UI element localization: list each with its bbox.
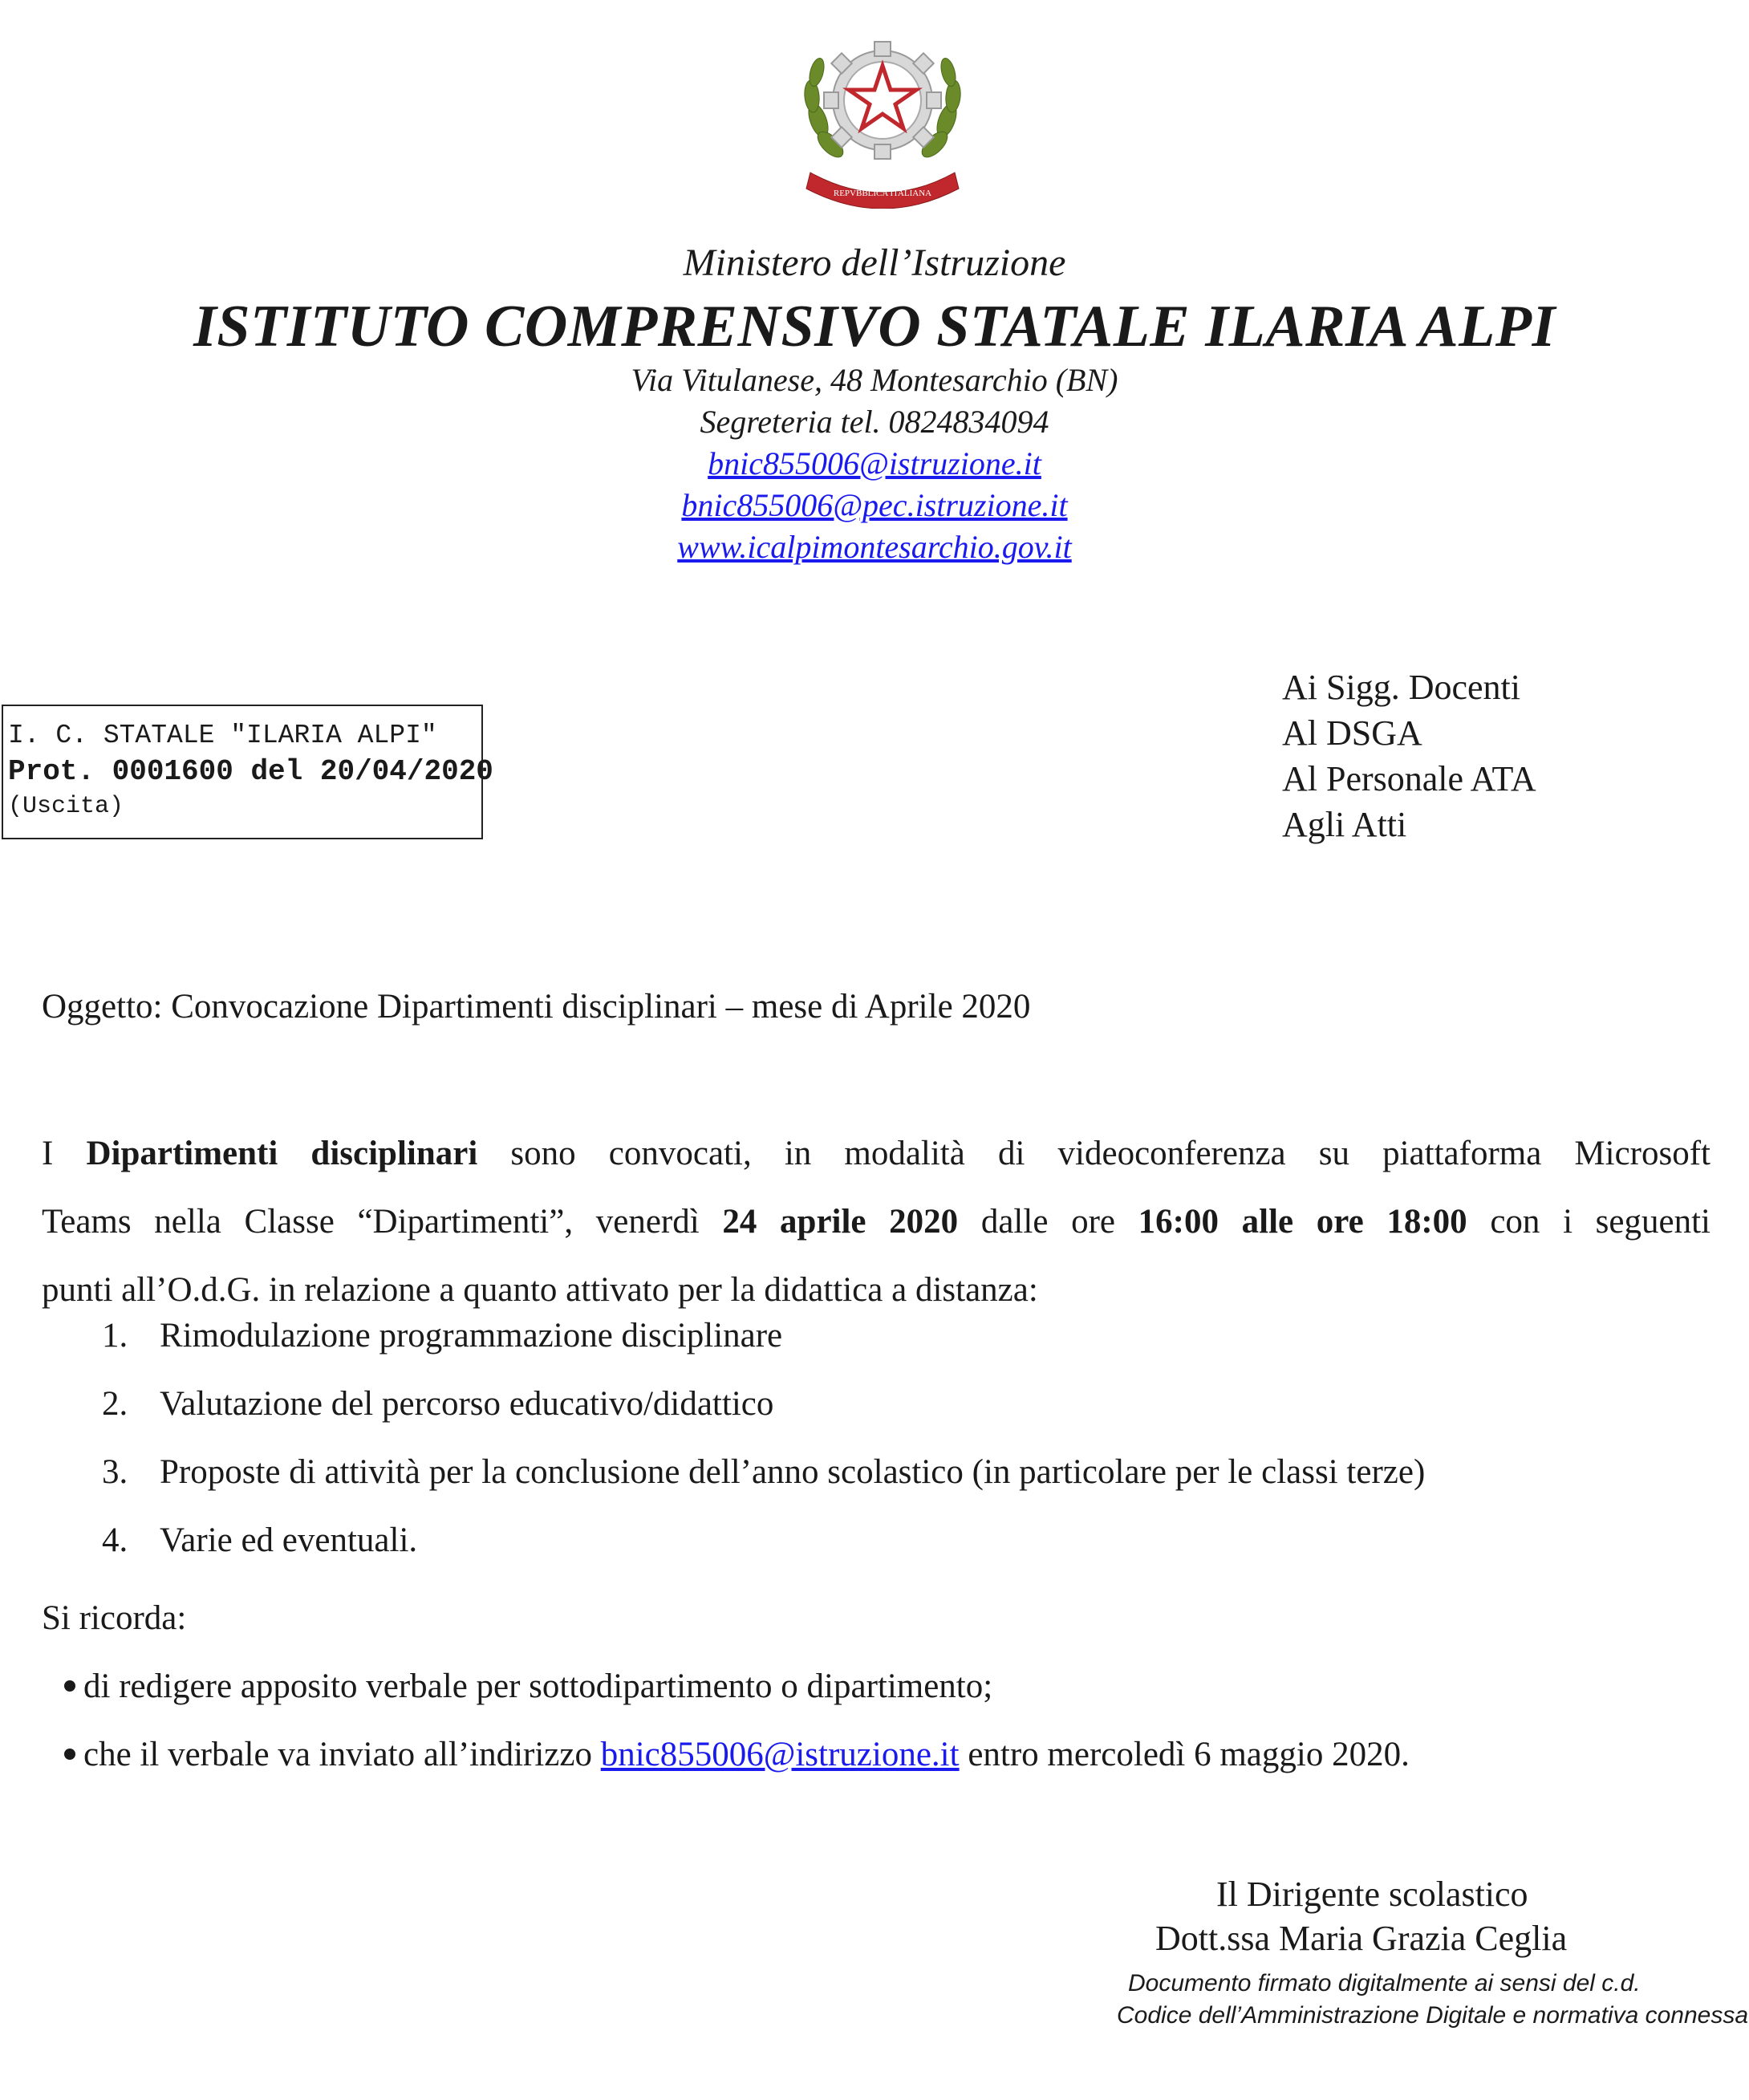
signature-note: Documento firmato digitalmente ai sensi del c.d. xyxy=(1128,1970,1641,1996)
subject-line: Oggetto: Convocazione Dipartimenti disciplinari – mese di Aprile 2020 xyxy=(42,988,1031,1026)
protocol-direction: (Uscita) xyxy=(8,793,124,820)
list-number: 2. xyxy=(102,1385,128,1423)
signature-name: Dott.ssa Maria Grazia Ceglia xyxy=(1155,1919,1568,1958)
bullet-text: entro mercoledì 6 maggio 2020. xyxy=(959,1736,1410,1773)
reminder-heading: Si ricorda: xyxy=(42,1599,187,1637)
bullet-item xyxy=(64,1667,992,1706)
bullet-text: di redigere apposito verbale per sottodipartimento o dipartimento; xyxy=(83,1667,993,1705)
svg-text:REPVBBLICA ITALIANA: REPVBBLICA ITALIANA xyxy=(833,189,932,198)
email-link[interactable]: bnic855006@istruzione.it xyxy=(708,445,1041,481)
list-number: 4. xyxy=(102,1521,128,1559)
recipient: Agli Atti xyxy=(1282,805,1407,844)
email-link[interactable]: bnic855006@istruzione.it xyxy=(600,1736,960,1773)
recipient: Ai Sigg. Docenti xyxy=(1282,668,1520,707)
signature-note: Codice dell’Amministrazione Digitale e normativa connessa xyxy=(1117,2002,1749,2029)
bullet-item xyxy=(64,1735,1410,1774)
website-link[interactable]: www.icalpimontesarchio.gov.it xyxy=(677,529,1072,565)
body-text: dalle ore xyxy=(958,1203,1138,1241)
meeting-date: 24 aprile 2020 xyxy=(722,1203,959,1241)
recipient: Al DSGA xyxy=(1282,713,1422,753)
signature-role: Il Dirigente scolastico xyxy=(1216,1875,1528,1914)
ministry-name: Ministero dell’Istruzione xyxy=(683,242,1066,284)
bullet-icon xyxy=(64,1680,75,1692)
school-address: Via Vitulanese, 48 Montesarchio (BN) xyxy=(631,362,1118,398)
list-number: 1. xyxy=(102,1317,128,1355)
body-text: sono convocati, in modalità di videoconferenza su piattaforma Microsoft xyxy=(477,1135,1710,1172)
list-text: Varie ed eventuali. xyxy=(160,1521,418,1559)
list-text: Proposte di attività per la conclusione dell’anno scolastico (in particolare per le classi terze) xyxy=(160,1453,1426,1491)
body-text: punti all’O.d.G. in relazione a quanto attivato per la didattica a distanza: xyxy=(42,1271,1038,1309)
bullet-icon xyxy=(64,1749,75,1760)
recipient: Al Personale ATA xyxy=(1282,759,1536,798)
protocol-number: Prot. 0001600 del 20/04/2020 xyxy=(8,755,493,788)
body-bold-text: Dipartimenti disciplinari xyxy=(86,1135,478,1172)
list-text: Rimodulazione programmazione disciplinare xyxy=(160,1317,783,1355)
school-name: ISTITUTO COMPRENSIVO STATALE ILARIA ALPI xyxy=(193,294,1556,359)
protocol-stamp xyxy=(2,705,493,839)
meeting-time: 16:00 alle ore 18:00 xyxy=(1138,1203,1467,1241)
body-text: con i seguenti xyxy=(1467,1203,1710,1241)
body-paragraph xyxy=(42,1119,1710,1324)
protocol-school: I. C. STATALE "ILARIA ALPI" xyxy=(8,721,437,750)
pec-link[interactable]: bnic855006@pec.istruzione.it xyxy=(681,487,1068,523)
body-text: I xyxy=(42,1135,87,1172)
body-text: Teams nella Classe “Dipartimenti”, venerdì xyxy=(42,1203,723,1241)
emblem-of-italy-icon xyxy=(794,24,971,209)
recipients-block xyxy=(1282,664,1536,847)
bullet-text: che il verbale va inviato all’indirizzo xyxy=(83,1736,601,1773)
list-text: Valutazione del percorso educativo/didattico xyxy=(160,1385,774,1423)
school-phone: Segreteria tel. 0824834094 xyxy=(700,404,1049,440)
list-number: 3. xyxy=(102,1453,128,1491)
